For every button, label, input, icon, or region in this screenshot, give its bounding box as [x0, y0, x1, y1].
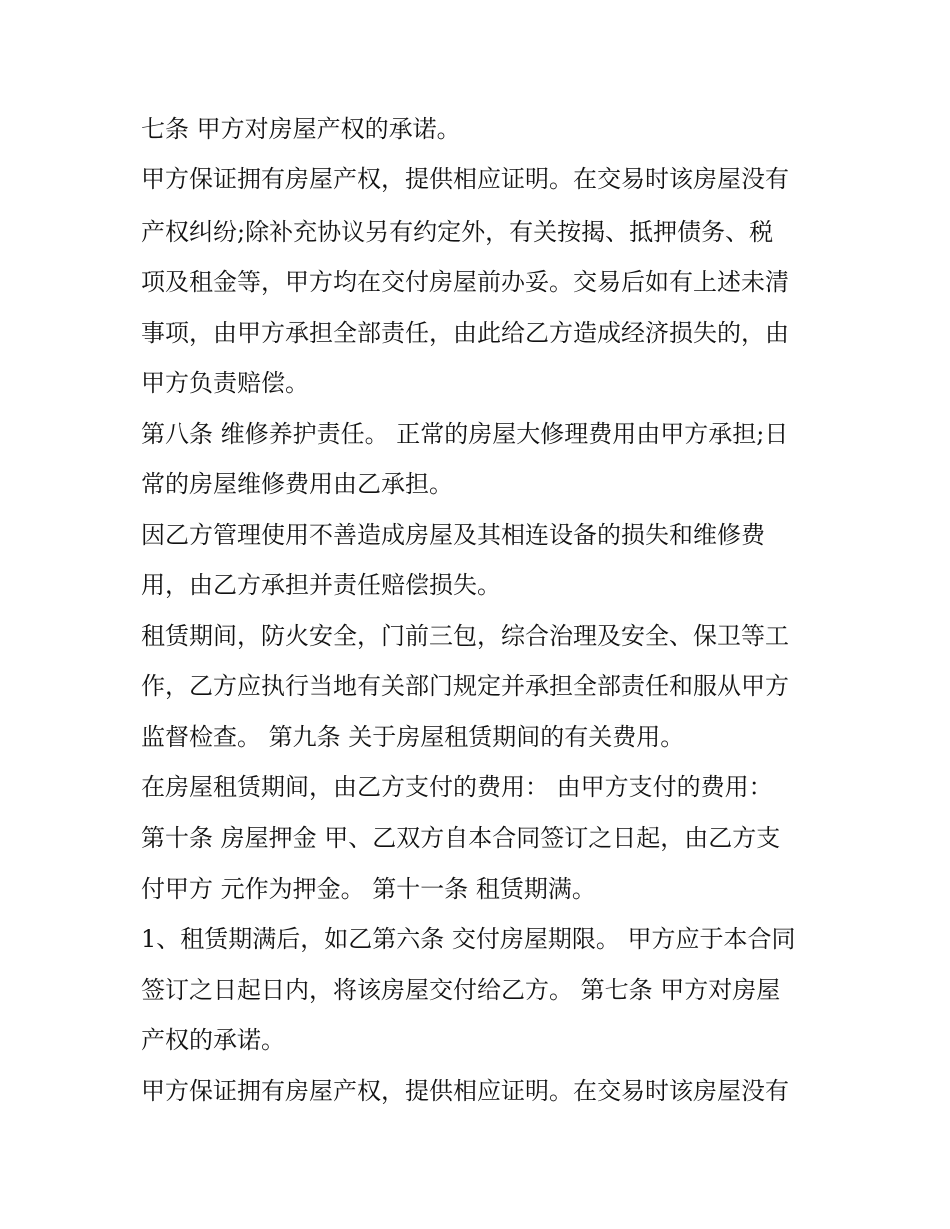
text-line: 第八条 维修养护责任。 正常的房屋大修理费用由甲方承担;日: [141, 420, 789, 448]
text-line: 甲方保证拥有房屋产权，提供相应证明。在交易时该房屋没有: [141, 1077, 789, 1105]
text-line: 在房屋租赁期间，由乙方支付的费用： 由甲方支付的费用：: [141, 773, 773, 801]
text-line: 甲方保证拥有房屋产权，提供相应证明。在交易时该房屋没有: [141, 165, 789, 193]
text-line: 项及租金等，甲方均在交付房屋前办妥。交易后如有上述未清: [141, 268, 789, 296]
text-line: 产权纠纷;除补充协议另有约定外，有关按揭、抵押债务、税: [141, 218, 774, 246]
text-line: 事项，由甲方承担全部责任，由此给乙方造成经济损失的，由: [141, 319, 789, 347]
text-line: 监督检查。 第九条 关于房屋租赁期间的有关费用。: [141, 723, 685, 751]
text-line: 甲方负责赔偿。: [141, 369, 309, 397]
text-line: 租赁期间，防火安全，门前三包，综合治理及安全、保卫等工: [141, 622, 789, 650]
text-line: 第十条 房屋押金 甲、乙双方自本合同签订之日起，由乙方支: [141, 824, 781, 852]
text-line: 作，乙方应执行当地有关部门规定并承担全部责任和服从甲方: [141, 672, 789, 700]
text-line: 因乙方管理使用不善造成房屋及其相连设备的损失和维修费: [141, 521, 765, 549]
text-line: 1、租赁期满后，如乙第六条 交付房屋期限。 甲方应于本合同: [141, 925, 796, 953]
text-line: 七条 甲方对房屋产权的承诺。: [141, 115, 461, 143]
text-line: 产权的承诺。: [141, 1026, 285, 1054]
text-line: 常的房屋维修费用由乙承担。: [141, 470, 453, 498]
text-line: 付甲方 元作为押金。 第十一条 租赁期满。: [141, 875, 596, 903]
text-line: 用，由乙方承担并责任赔偿损失。: [141, 571, 501, 599]
text-line: 签订之日起日内，将该房屋交付给乙方。 第七条 甲方对房屋: [141, 976, 781, 1004]
